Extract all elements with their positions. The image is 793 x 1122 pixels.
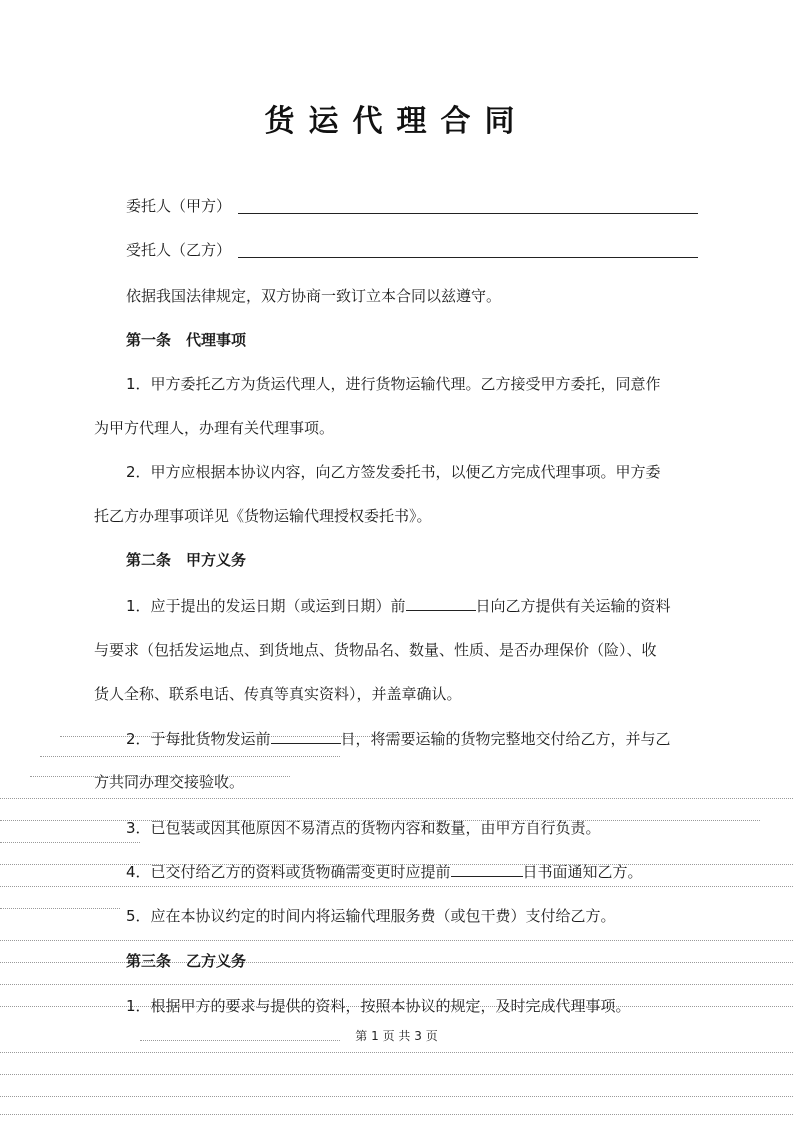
article-2-item-1-text-a: 1．应于提出的发运日期（或运到日期）前 [126,597,406,615]
footer-middle: 页 共 [382,1029,411,1043]
party-a-label: 委托人（甲方） [126,197,232,215]
article-2-item-3: 3．已包装或因其他原因不易清点的货物内容和数量，由甲方自行负责。 [126,819,601,837]
article-1-item-1-line-2: 为甲方代理人，办理有关代理事项。 [94,419,335,437]
article-2-item-5: 5．应在本协议约定的时间内将运输代理服务费（或包干费）支付给乙方。 [126,907,616,925]
party-b-fill-line [238,257,698,258]
article-2-item-1-line-3: 货人全称、联系电话、传真等真实资料），并盖章确认。 [94,685,462,703]
page-footer [0,1027,793,1044]
article-2-item-2-text-a: 2．于每批货物发运前 [126,730,271,748]
article-2-item-4-text-a: 4．已交付给乙方的资料或货物确需变更时应提前 [126,863,451,881]
article-2-item-2-line-2: 方共同办理交接验收。 [94,773,245,791]
article-2-item-1-text-b: 日向乙方提供有关运输的资料 [475,597,671,615]
article-2-item-1-line-2: 与要求（包括发运地点、到货地点、货物品名、数量、性质、是否办理保价（险）、收 [94,641,657,659]
article-2-heading: 第二条 甲方义务 [126,551,247,569]
preamble: 依据我国法律规定，双方协商一致订立本合同以兹遵守。 [126,287,502,305]
article-1-item-2-line-2: 托乙方办理事项详见《货物运输代理授权委托书》。 [94,507,432,525]
article-1-item-1-line-1: 1．甲方委托乙方为货运代理人，进行货物运输代理。乙方接受甲方委托，同意作 [126,375,661,393]
footer-total-pages: 3 [414,1029,422,1043]
footer-page-number: 1 [371,1029,379,1043]
article-2-item-1-line-1 [126,596,671,616]
party-b-label: 受托人（乙方） [126,241,232,259]
footer-suffix: 页 [425,1029,438,1043]
article-2-item-2-text-b: 日，将需要运输的货物完整地交付给乙方，并与乙 [340,730,671,748]
article-3-item-1: 1．根据甲方的要求与提供的资料，按照本协议的规定，及时完成代理事项。 [126,997,631,1015]
footer-prefix: 第 [355,1029,368,1043]
party-a-fill-line [238,213,698,214]
article-2-item-2-line-1 [126,729,671,749]
article-1-item-2-line-1: 2．甲方应根据本协议内容，向乙方签发委托书，以便乙方完成代理事项。甲方委 [126,463,661,481]
article-2-item-4-text-b: 日书面通知乙方。 [522,863,643,881]
days-blank-field[interactable] [406,596,476,611]
days-blank-field[interactable] [451,862,523,877]
document-title: 货运代理合同 [264,104,529,139]
article-1-heading: 第一条 代理事项 [126,331,247,349]
days-blank-field[interactable] [271,729,341,744]
article-2-item-4 [126,862,643,882]
article-3-heading: 第三条 乙方义务 [126,952,247,970]
